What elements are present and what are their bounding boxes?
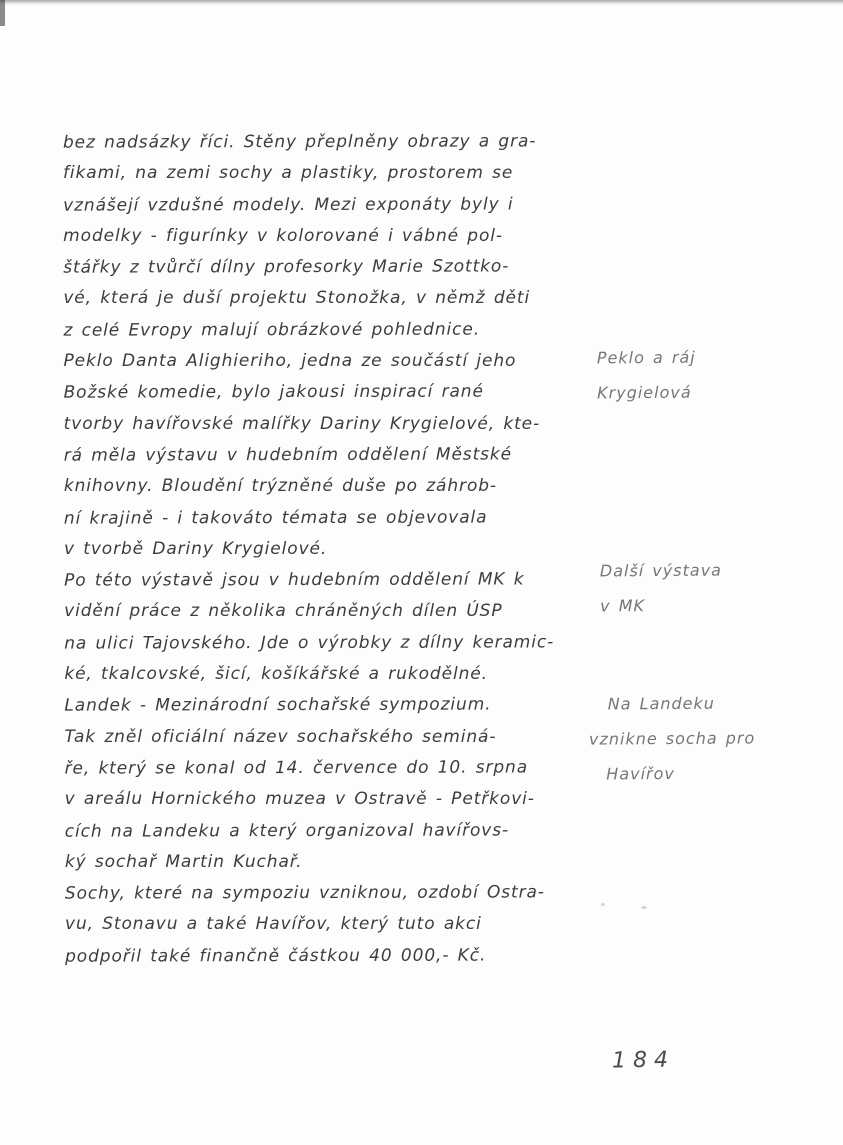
handwritten-line: vidění práce z několika chráněných dílen ÚSP: [64, 601, 503, 622]
handwritten-line: rá měla výstavu v hudebním oddělení Městské: [63, 444, 513, 466]
handwritten-line: ní krajině - i takováto témata se objevovala: [63, 507, 488, 529]
margin-note-line: Další výstava: [599, 560, 723, 581]
handwritten-line: vu, Stonavu a také Havířov, který tuto akci: [64, 914, 482, 935]
margin-note-line: Peklo a ráj: [596, 347, 696, 368]
handwritten-line: Peklo Danta Alighieriho, jedna ze součástí jeho: [63, 351, 517, 372]
handwritten-line: na ulici Tajovského. Jde o výrobky z dílny keramic-: [64, 632, 555, 654]
handwritten-line: Sochy, které na sympoziu vzniknou, ozdobí Ostra-: [64, 882, 545, 904]
handwritten-line: štářky z tvůrčí dílny profesorky Marie Szottko-: [63, 256, 510, 278]
handwritten-line: tvorby havířovské malířky Dariny Krygielové, kte-: [63, 413, 541, 434]
scan-artifact-corner-strip: [0, 0, 5, 26]
handwritten-line: Tak zněl oficiální název sochařského seminá-: [64, 726, 497, 747]
margin-note-line: Havířov: [606, 763, 675, 784]
margin-note-na-landeku: [589, 685, 756, 791]
handwritten-line: cích na Landeku a který organizoval havířovs-: [64, 820, 510, 842]
handwritten-line: bez nadsázky říci. Stěny přeplněny obrazy a gra-: [62, 131, 537, 153]
handwritten-line: Landek - Mezinárodní sochařské sympozium.: [64, 694, 492, 716]
scan-artifact-top-edge: [0, 0, 843, 6]
main-text-block: [63, 126, 555, 972]
margin-note-line: v MK: [600, 596, 646, 616]
handwritten-line: podpořil také finančně částkou 40 000,- Kč.: [65, 945, 487, 967]
faint-ink-speck: [601, 903, 605, 906]
handwritten-line: modelky - figurínky v kolorované i vábné pol-: [63, 225, 503, 246]
handwritten-line: vznášejí vzdušné modely. Mezi exponáty byly i: [63, 194, 514, 216]
margin-note-line: Na Landeku: [607, 693, 715, 714]
handwritten-line: ké, tkalcovské, šicí, košíkářské a rukodělné.: [64, 664, 488, 685]
handwritten-line: knihovny. Bloudění trýzněné duše po záhrob-: [63, 476, 497, 497]
handwritten-line: ký sochař Martin Kuchař.: [64, 851, 303, 872]
handwritten-line: v areálu Hornického muzea v Ostravě - Petřkovi-: [64, 789, 535, 810]
handwritten-line: vé, která je duší projektu Stonožka, v němž děti: [63, 288, 531, 309]
handwritten-line: Božské komedie, bylo jakousi inspirací rané: [63, 381, 484, 404]
margin-note-line: vznikne socha pro: [588, 728, 756, 749]
handwritten-line: ře, který se konal od 14. července do 10. srpna: [64, 757, 529, 779]
page-number: 184: [611, 1047, 676, 1074]
handwritten-line: Po této výstavě jsou v hudebním oddělení MK k: [64, 569, 525, 591]
margin-note-dalsi-vystava: [600, 553, 723, 624]
handwritten-line: v tvorbě Dariny Krygielové.: [64, 538, 328, 559]
margin-note-line: Krygielová: [597, 382, 692, 403]
handwritten-line: z celé Evropy malují obrázkové pohlednice.: [63, 319, 481, 341]
margin-note-peklo-a-raj: [597, 340, 696, 411]
handwritten-line: fikami, na zemi sochy a plastiky, prostorem se: [63, 163, 514, 184]
faint-ink-speck: [641, 906, 647, 909]
